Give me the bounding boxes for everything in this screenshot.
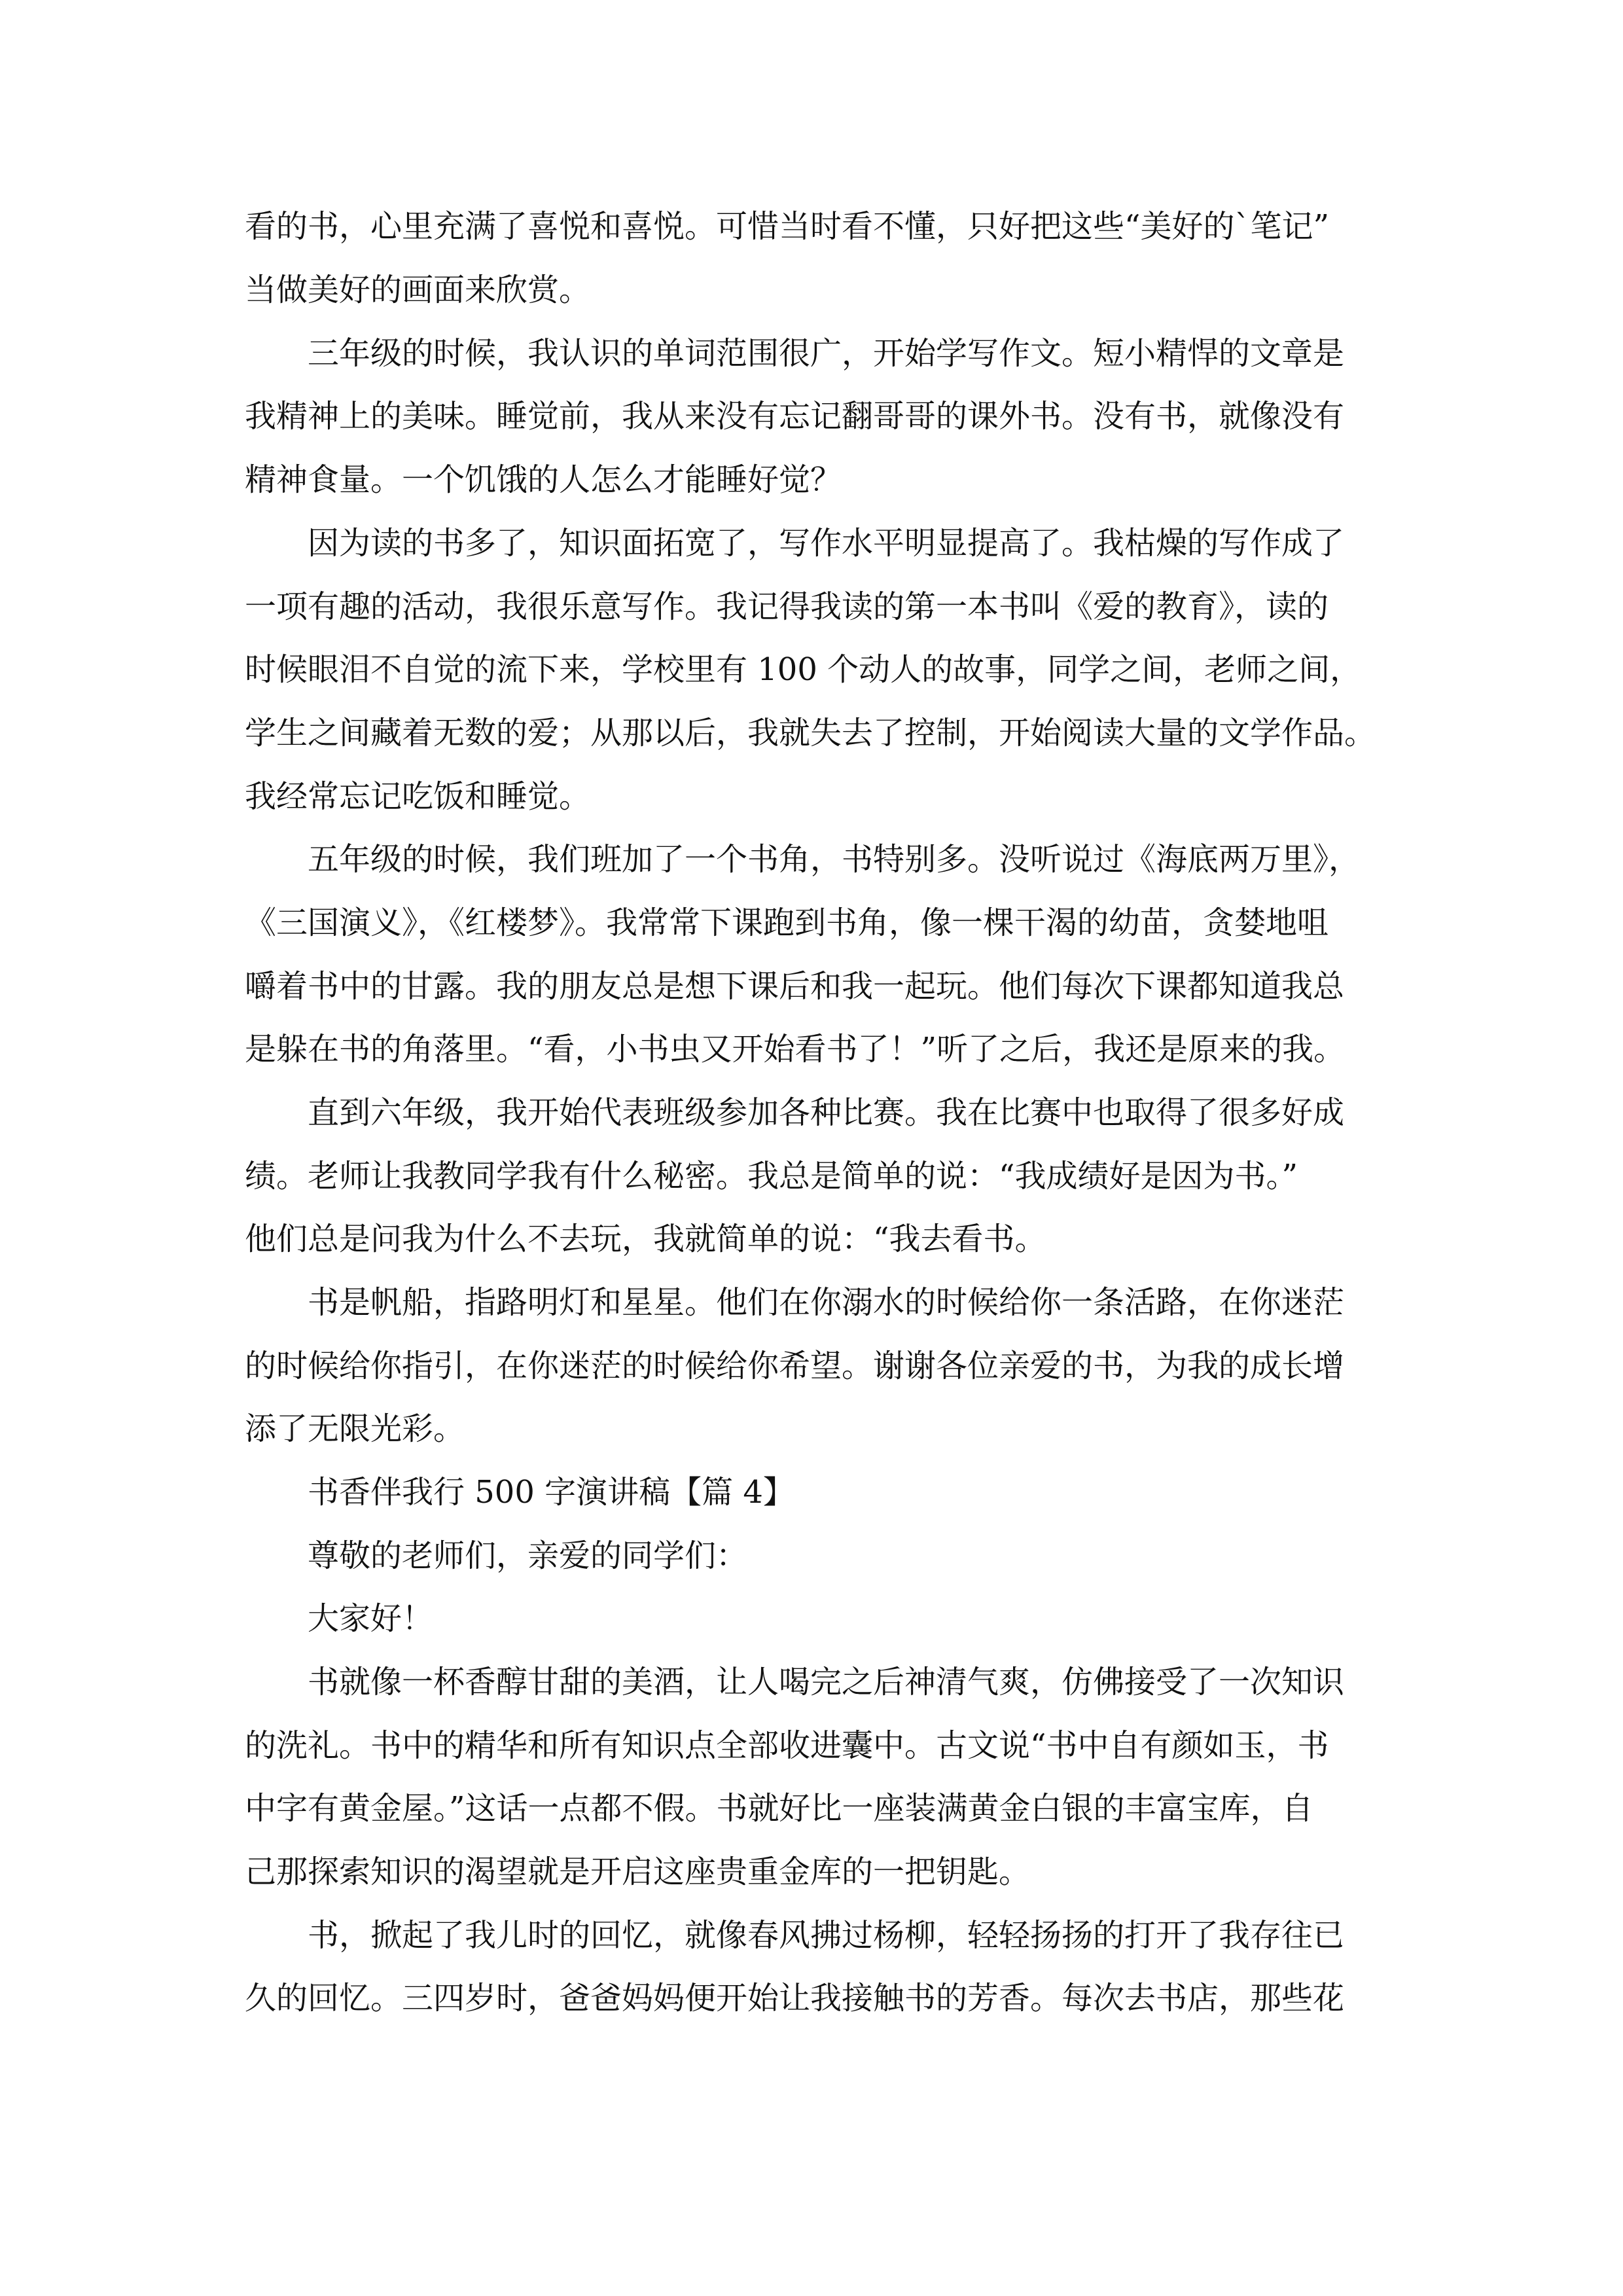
text-line: 精神食量。一个饥饿的人怎么才能睡好觉？ xyxy=(245,461,842,498)
text-line: 学生之间藏着无数的爱；从那以后，我就失去了控制，开始阅读大量的文学作品。 xyxy=(245,715,1376,751)
text-line: 久的回忆。三四岁时，爸爸妈妈便开始让我接触书的芳香。每次去书店，那些花 xyxy=(245,1980,1345,2017)
text-line: 一项有趣的活动，我很乐意写作。我记得我读的第一本书叫《爱的教育》，读的 xyxy=(245,588,1329,625)
text-line: 五年级的时候，我们班加了一个书角，书特别多。没听说过《海底两万里》， xyxy=(308,841,1361,878)
text-line: 直到六年级，我开始代表班级参加各种比赛。我在比赛中也取得了很多好成 xyxy=(308,1094,1345,1131)
text-line: 添了无限光彩。 xyxy=(245,1410,465,1447)
text-line: 书，掀起了我儿时的回忆，就像春风拂过杨柳，轻轻扬扬的打开了我存往已 xyxy=(308,1917,1345,1954)
text-line: 我经常忘记吃饭和睡觉。 xyxy=(245,778,591,815)
text-line: 中字有黄金屋。”这话一点都不假。书就好比一座装满黄金白银的丰富宝库，自 xyxy=(245,1790,1313,1827)
text-line: 《三国演义》，《红楼梦》。我常常下课跑到书角，像一棵干渴的幼苗，贪婪地咀 xyxy=(245,905,1329,941)
text-line: 书就像一杯香醇甘甜的美酒，让人喝完之后神清气爽，仿佛接受了一次知识 xyxy=(308,1664,1345,1700)
text-line: 的洗礼。书中的精华和所有知识点全部收进囊中。古文说“书中自有颜如玉，书 xyxy=(245,1727,1329,1764)
greeting: 大家好！ xyxy=(308,1600,434,1637)
text-line: 三年级的时候，我认识的单词范围很广，开始学写作文。短小精悍的文章是 xyxy=(308,335,1345,372)
text-line: 的时候给你指引，在你迷茫的时候给你希望。谢谢各位亲爱的书，为我的成长增 xyxy=(245,1348,1345,1384)
text-line: 当做美好的画面来欣赏。 xyxy=(245,272,591,308)
section-heading: 书香伴我行 500 字演讲稿【篇 4】 xyxy=(308,1474,794,1511)
salutation: 尊敬的老师们，亲爱的同学们： xyxy=(308,1537,748,1574)
text-line: 因为读的书多了，知识面拓宽了，写作水平明显提高了。我枯燥的写作成了 xyxy=(308,525,1345,562)
text-line: 己那探索知识的渴望就是开启这座贵重金库的一把钥匙。 xyxy=(245,1854,1031,1890)
text-line: 绩。老师让我教同学我有什么秘密。我总是简单的说：“我成绩好是因为书。” xyxy=(245,1158,1298,1194)
text-line: 是躲在书的角落里。“看，小书虫又开始看书了！”听了之后，我还是原来的我。 xyxy=(245,1031,1346,1067)
text-line: 嚼着书中的甘露。我的朋友总是想下课后和我一起玩。他们每次下课都知道我总 xyxy=(245,968,1345,1005)
text-line: 我精神上的美味。睡觉前，我从来没有忘记翻哥哥的课外书。没有书，就像没有 xyxy=(245,398,1345,435)
text-line: 看的书，心里充满了喜悦和喜悦。可惜当时看不懂，只好把这些“美好的`笔记” xyxy=(245,208,1330,245)
text-line: 他们总是问我为什么不去玩，我就简单的说：“我去看书。 xyxy=(245,1221,1046,1257)
text-line: 书是帆船，指路明灯和星星。他们在你溺水的时候给你一条活路，在你迷茫 xyxy=(308,1284,1345,1321)
text-line: 时候眼泪不自觉的流下来，学校里有 100 个动人的故事，同学之间，老师之间， xyxy=(245,651,1362,688)
